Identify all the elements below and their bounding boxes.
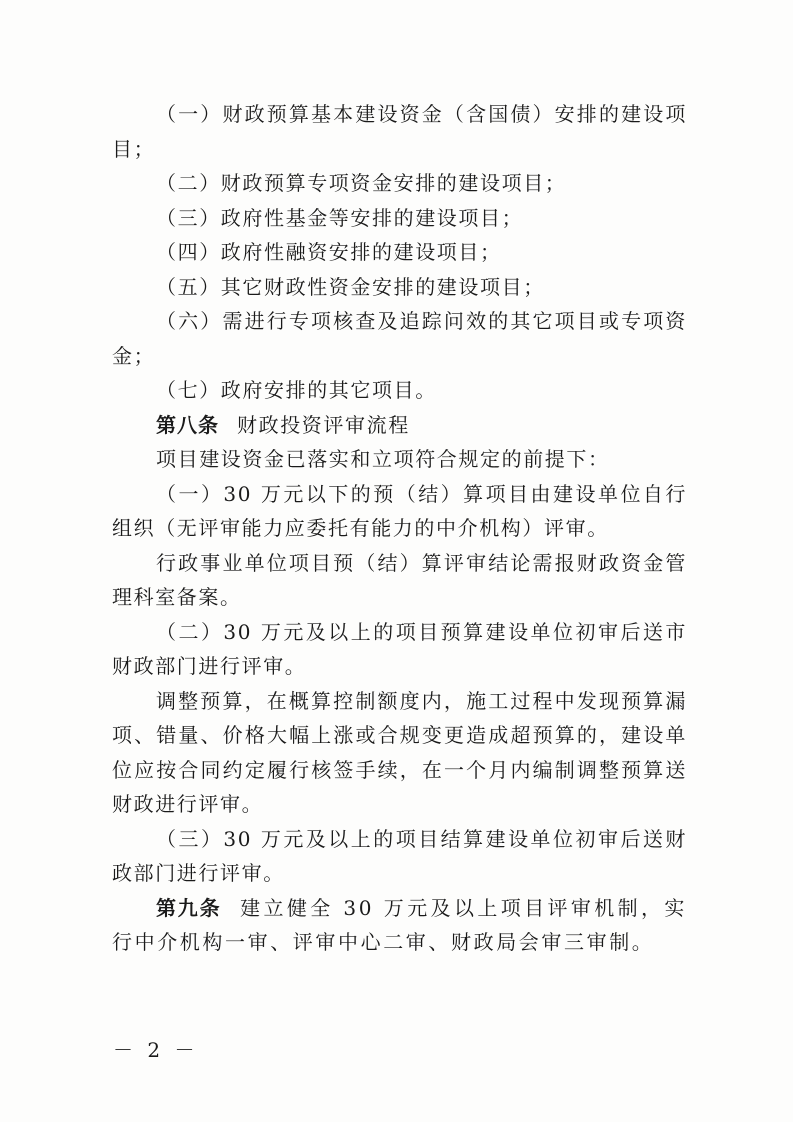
paragraph: （二）30 万元及以上的项目预算建设单位初审后送市财政部门进行评审。 bbox=[112, 619, 687, 678]
list-item: （三）政府性基金等安排的建设项目； bbox=[156, 205, 524, 230]
list-item: （一）财政预算基本建设资金（含国债）安排的建设项目； bbox=[112, 102, 687, 161]
article-9 bbox=[112, 891, 687, 960]
page-number: － 2 － bbox=[113, 1038, 199, 1062]
list-item: （七）政府安排的其它项目。 bbox=[156, 378, 437, 402]
list-item: （二）财政预算专项资金安排的建设项目； bbox=[156, 171, 567, 195]
list-item: （六）需进行专项核查及追踪问效的其它项目或专项资金； bbox=[112, 309, 687, 368]
paragraph: （一）30 万元以下的预（结）算项目由建设单位自行组织（无评审能力应委托有能力的中介机构）评审。 bbox=[112, 481, 687, 540]
article-8-heading: 第八条 bbox=[156, 412, 219, 437]
paragraph: 项目建设资金已落实和立项符合规定的前提下： bbox=[156, 447, 610, 471]
list-item: （五）其它财政性资金安排的建设项目； bbox=[156, 274, 545, 299]
document-body bbox=[112, 97, 687, 960]
article-8 bbox=[112, 408, 687, 443]
list-item: （四）政府性融资安排的建设项目； bbox=[156, 240, 502, 264]
paragraph: （三）30 万元及以上的项目结算建设单位初审后送财政部门进行评审。 bbox=[112, 826, 687, 885]
paragraph: 调整预算，在概算控制额度内，施工过程中发现预算漏项、错量、价格大幅上涨或合规变更造成超预算的，建设单位应按合同约定履行核签手续，在一个月内编制调整预算送财政进行评审。 bbox=[112, 688, 687, 816]
paragraph: 行政事业单位项目预（结）算评审结论需报财政资金管理科室备案。 bbox=[112, 550, 687, 609]
article-9-heading: 第九条 bbox=[156, 895, 222, 920]
article-8-title: 财政投资评审流程 bbox=[237, 412, 410, 437]
article-9-text: 建立健全 30 万元及以上项目评审机制，实行中介机构一审、评审中心二审、财政局会审三审制。 bbox=[112, 895, 688, 954]
